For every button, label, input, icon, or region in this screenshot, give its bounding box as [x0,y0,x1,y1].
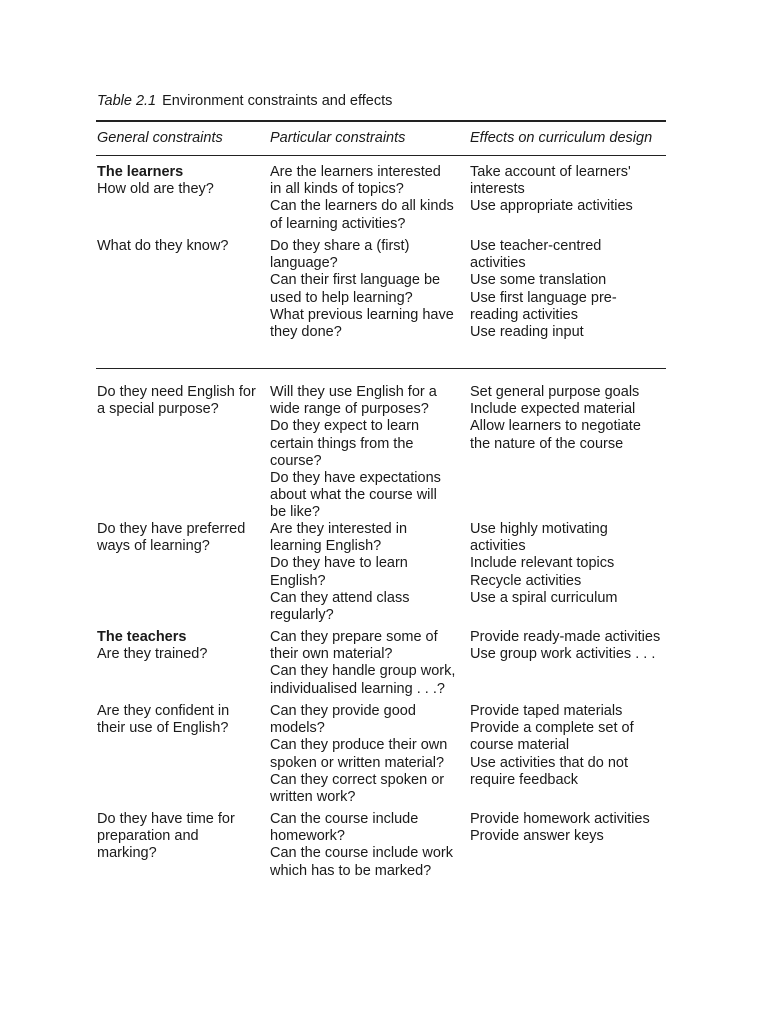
particular-constraint-line: they done? [270,324,342,341]
general-constraint-line: Do they need English for [97,384,256,400]
particular-constraint-line: What previous learning have [270,306,454,323]
general-constraint-cell [97,703,229,737]
particular-constraint-line: Can they produce their own [270,737,448,754]
particular-constraint-line: be like? [270,504,320,521]
caption-number: Table 2.1 [97,93,157,109]
general-constraint-cell [97,811,235,863]
effect-cell [470,384,641,453]
top-rule [96,120,666,122]
particular-constraint-line: homework? [270,828,345,845]
page-break-rule [96,368,666,369]
general-constraint-line: marking? [97,845,157,862]
effect-line: Use group work activities . . . [470,646,656,663]
general-constraint-line: Do they have preferred [97,521,246,537]
header-particular-constraints: Particular constraints [270,130,406,146]
group-heading: The teachers [97,629,187,645]
particular-constraint-line: regularly? [270,607,334,624]
particular-constraint-cell [270,238,454,341]
effect-line: Use some translation [470,272,607,289]
effect-line: Use first language pre- [470,289,617,306]
general-constraint-line: ways of learning? [97,538,210,555]
general-constraint-line: Are they confident in [97,703,230,719]
particular-constraint-line: individualised learning . . .? [270,680,445,697]
general-constraint-cell [97,238,228,255]
particular-constraint-line: learning English? [270,538,382,555]
particular-constraint-line: Do they share a (first) [270,238,410,254]
particular-constraint-line: Do they expect to learn [270,418,420,435]
particular-constraint-line: Do they have to learn [270,555,408,572]
particular-constraint-cell [270,703,447,806]
particular-constraint-cell [270,384,441,522]
effect-line: reading activities [470,306,578,323]
particular-constraint-line: Will they use English for a [270,384,437,400]
header-effects: Effects on curriculum design [470,130,653,146]
general-constraint-cell [97,164,214,198]
particular-constraint-line: Are the learners interested [270,164,441,180]
general-constraint-cell [97,384,256,418]
particular-constraint-line: Can they handle group work, [270,663,456,680]
particular-constraint-line: course? [270,452,322,469]
caption-title: Environment constraints and effects [162,93,393,109]
effect-line: activities [470,255,526,272]
particular-constraint-line: spoken or written material? [270,754,445,771]
particular-constraint-line: in all kinds of topics? [270,181,404,198]
effect-cell [470,703,634,789]
effect-line: Set general purpose goals [470,384,640,400]
general-constraint-line: a special purpose? [97,401,219,418]
general-constraint-cell [97,521,245,555]
effect-cell [470,521,617,607]
particular-constraint-line: Can the course include [270,811,419,827]
effect-line: Provide ready-made activities [470,629,661,645]
particular-constraint-line: Can the learners do all kinds [270,198,454,215]
effect-line: Take account of learners' [470,164,631,180]
particular-constraint-cell [270,164,454,233]
group-heading: The learners [97,164,184,180]
general-constraint-line: What do they know? [97,238,229,254]
general-constraint-line: How old are they? [97,181,214,198]
effect-line: Use a spiral curriculum [470,589,618,606]
particular-constraint-line: of learning activities? [270,215,406,232]
effect-line: require feedback [470,771,579,788]
particular-constraint-line: language? [270,255,338,272]
particular-constraint-line: Can the course include work [270,845,453,862]
effect-line: activities [470,538,526,555]
effect-line: Provide answer keys [470,828,604,845]
particular-constraint-line: Are they interested in [270,521,408,537]
header-general-constraints: General constraints [97,130,223,146]
effect-line: Use appropriate activities [470,198,633,215]
general-constraint-line: Are they trained? [97,646,208,663]
particular-constraint-line: Can they provide good [270,703,416,719]
effect-cell [470,811,650,845]
particular-constraint-line: wide range of purposes? [270,401,429,418]
effect-line: Provide taped materials [470,703,623,719]
particular-constraint-cell [270,811,453,880]
effect-line: Provide homework activities [470,811,650,827]
general-constraint-line: preparation and [97,828,199,845]
particular-constraint-line: Can they correct spoken or [270,771,445,788]
particular-constraint-line: certain things from the [270,435,414,452]
particular-constraint-line: written work? [270,789,356,806]
particular-constraint-line: English? [270,572,326,589]
table-caption [97,93,392,109]
particular-constraint-line: which has to be marked? [270,862,432,879]
effect-line: Use reading input [470,324,584,341]
effect-line: interests [470,181,525,198]
effect-line: Use activities that do not [470,754,628,771]
effect-line: Provide a complete set of [470,720,634,737]
general-constraint-cell [97,629,207,663]
particular-constraint-line: models? [270,720,325,737]
effect-line: Use highly motivating [470,521,608,537]
particular-constraint-line: Do they have expectations [270,470,441,487]
effect-line: Include relevant topics [470,555,615,572]
effect-cell [470,164,633,216]
particular-constraint-line: Can they prepare some of [270,629,438,645]
particular-constraint-line: Can their first language be [270,272,441,289]
particular-constraint-line: their own material? [270,646,393,663]
header-rule [96,155,666,156]
general-constraint-line: Do they have time for [97,811,235,827]
particular-constraint-line: about what the course will [270,487,437,504]
particular-constraint-line: Can they attend class [270,589,410,606]
effect-line: Use teacher-centred [470,238,602,254]
particular-constraint-cell [270,629,455,698]
effect-cell [470,238,617,341]
effect-line: Recycle activities [470,572,582,589]
effect-cell [470,629,660,663]
particular-constraint-cell [270,521,409,624]
effect-line: Allow learners to negotiate [470,418,641,435]
general-constraint-line: their use of English? [97,720,229,737]
effect-line: Include expected material [470,401,636,418]
effect-line: the nature of the course [470,435,624,452]
effect-line: course material [470,737,570,754]
particular-constraint-line: used to help learning? [270,289,413,306]
